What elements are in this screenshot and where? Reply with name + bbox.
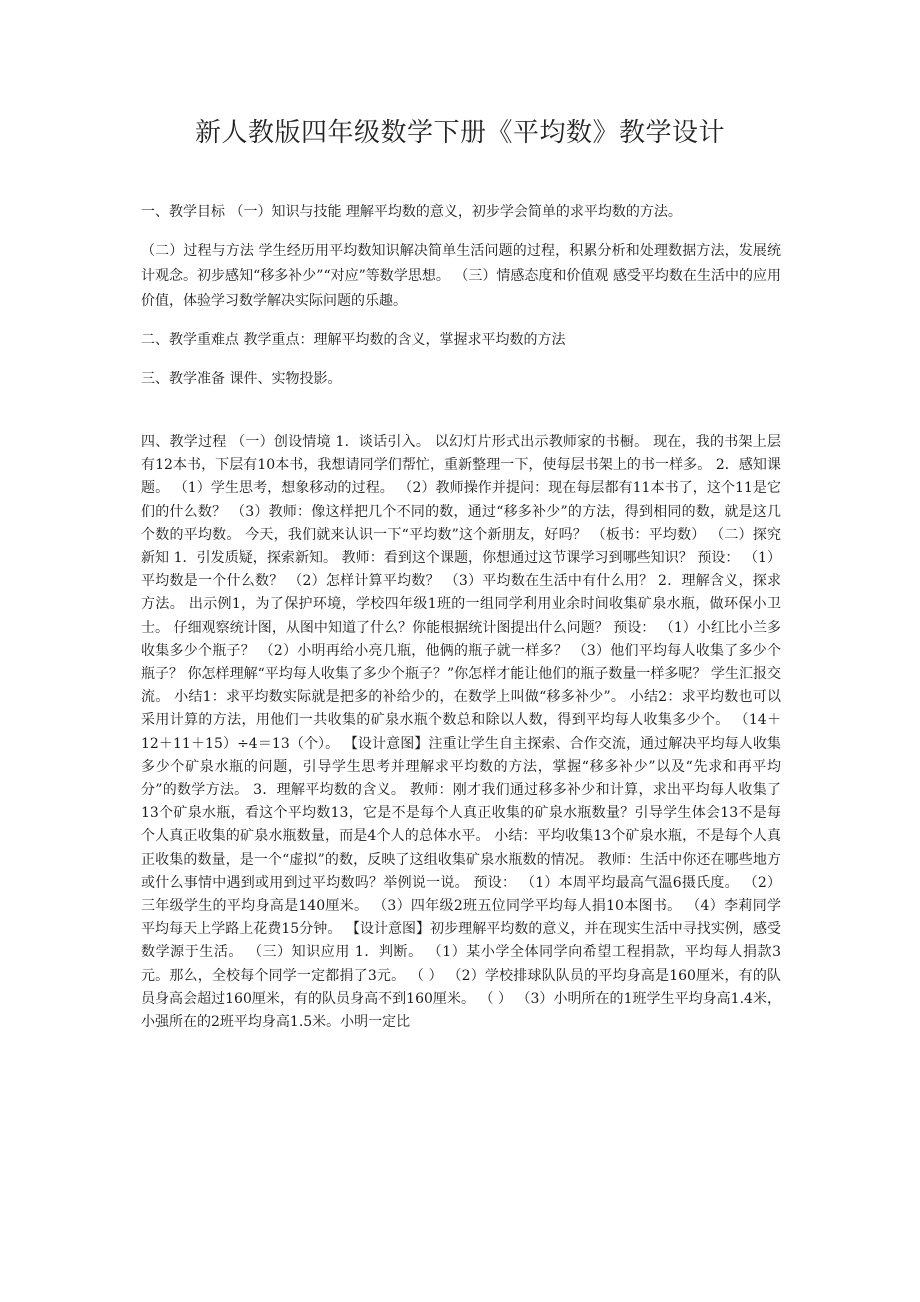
paragraph-teaching-goals: 一、教学目标 （一）知识与技能 理解平均数的意义，初步学会简单的求平均数的方法。 [141, 204, 682, 220]
paragraph-key-points: 二、教学重难点 教学重点：理解平均数的含义，掌握求平均数的方法 [141, 332, 566, 348]
paragraph-teaching-process: 四、教学过程 （一）创设情境 1．谈话引入。 以幻灯片形式出示教师家的书橱。 现在，我的书架上层有12本书，下层有10本书，我想请同学们帮忙，重新整理一下，使每层书架上的书一样多。 2．感知课题。 （1）学生思考，想象移动的过程。 （2）教师操作并提问：现在每层都有11本书了，这个11是它们的什么数？ （3）教师：像这样把几个不同的数，通过“移多补少”的方法，得到相同的数，就是这几个数的平均数。 今天，我们就来认识一下“平均数”这个新朋友，好吗？ （板书：平均数） （二）探究新知 1．引发质疑，探索新知。 教师：看到这个课题，你想通过这节课学习到哪些知识？ 预设： （1）平均数是一个什么数？ （2）怎样计算平均数？ （3）平均数在生活中有什么用？ 2．理解含义，探求方法。 出示例1，为了保护环境，学校四年级1班的一组同学利用业余时间收集矿泉水瓶，做环保小卫士。 仔细观察统计图，从图中知道了什么？你能根据统计图提出什么问题？ 预设： （1）小红比小兰多收集多少个瓶子？ （2）小明再给小亮几瓶，他俩的瓶子就一样多？ （3）他们平均每人收集了多少个瓶子？ 你怎样理解“平均每人收集了多少个瓶子？”你怎样才能让他们的瓶子数量一样多呢？ 学生汇报交流。 小结1：求平均数实际就是把多的补给少的，在数学上叫做“移多补少”。 小结2：求平均数也可以采用计算的方法，用他们一共收集的矿泉水瓶个数总和除以人数，得到平均每人收集多少个。 （14＋12＋11＋15）÷4＝13（个）。 【设计意图】注重让学生自主探索、合作交流，通过解决平均每人收集多少个矿泉水瓶的问题，引导学生思考并理解求平均数的方法，掌握“移多补少”以及“先求和再平均分”的数学方法。 3．理解平均数的含义。 教师：刚才我们通过移多补少和计算，求出平均每人收集了13个矿泉水瓶，看这个平均数13，它是不是每个人真正收集的矿泉水瓶数量？引导学生体会13不是每个人真正收集的矿泉水瓶数量，而是4个人的总体水平。 小结：平均收集13个矿泉水瓶，不是每个人真正收集的数量，是一个“虚拟”的数，反映了这组收集矿泉水瓶数的情况。 教师：生活中你还在哪些地方或什么事情中遇到或用到过平均数吗？举例说一说。 预设： （1）本周平均最高气温6摄氏度。 （2）三年级学生的平均身高是140厘米。 （3）四年级2班五位同学平均每人捐10本图书。 （4）李莉同学平均每天上学路上花费15分钟。 【设计意图】初步理解平均数的意义，并在现实生活中寻找实例，感受数学源于生活。 （三）知识应用 1．判断。 （1）某小学全体同学向希望工程捐款，平均每人捐款3元。那么，全校每个同学一定都捐了3元。 （ ） （2）学校排球队队员的平均身高是160厘米，有的队员身高会超过160厘米，有的队员身高不到160厘米。 （ ） （3）小明所在的1班学生平均身高1.4米，小强所在的2班平均身高1.5米。小明一定比 [141, 434, 781, 1031]
paragraph-preparation: 三、教学准备 课件、实物投影。 [141, 371, 342, 387]
document-title: 新人教版四年级数学下册《平均数》教学设计 [194, 118, 725, 148]
paragraph-process-methods: （二）过程与方法 学生经历用平均数知识解决简单生活问题的过程，积累分析和处理数据方法，发展统计观念。初步感知“移多补少”“对应”等数学思想。 （三）情感态度和价值观 感受平均数在生活中的应用价值，体验学习数学解决实际问题的乐趣。 [141, 243, 781, 309]
